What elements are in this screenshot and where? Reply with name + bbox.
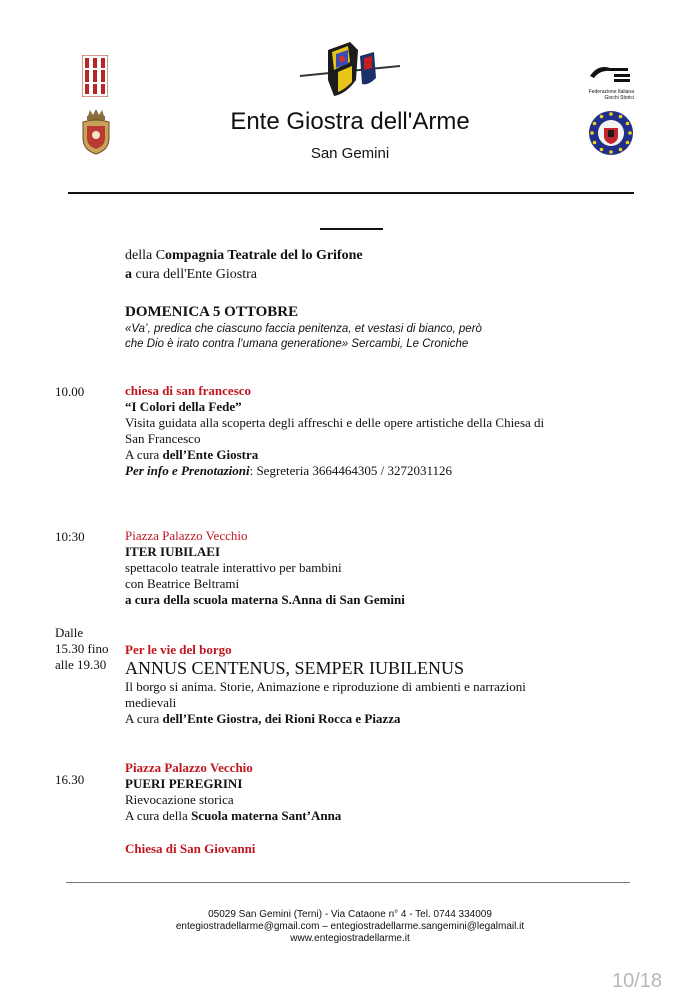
event-place: chiesa di san francesco [125,383,252,398]
event-organizer [125,447,595,463]
day-title: DOMENICA 5 OTTOBRE [125,304,299,320]
event-time: alle 19.30 [55,657,107,672]
event-description: medievali [125,695,177,710]
intro-care-a: a [125,267,132,282]
event-time: 10.00 [55,384,85,399]
event-description: Visita guidata alla scoperta degli affreschi e delle opere artistiche della Chiesa di [125,415,545,430]
event-description: San Francesco [125,431,201,446]
federation-logo-text: Giochi Storici [604,95,634,101]
event-place: Per le vie del borgo [125,642,232,657]
event-organizer-name: dell’Ente Giostra, dei Rioni Rocca e Piazza [162,711,401,726]
event-organizer-prefix: A cura della [125,808,192,823]
event-organizer [125,711,595,727]
event-time: 16.30 [55,772,85,787]
header-divider [68,192,634,194]
intro-care-line [125,266,595,283]
page-counter: 10/18 [612,970,663,992]
event-description: Rievocazione storica [125,792,234,807]
footer-divider [66,882,630,883]
organization-city: San Gemini [310,145,390,162]
event-description: spettacolo teatrale interattivo per bambini [125,560,342,575]
footer-website[interactable]: www.entegiostradellarme.it [290,933,410,944]
booking-info-label: Per info e Prenotazioni [125,463,250,478]
intro-line1-prefix: della C [125,248,166,263]
quote-line-2: che Dio è irato contra l’umana generatione» Sercambi, Le Croniche [125,338,469,350]
event-organizer-prefix: A cura [125,447,163,462]
event-place: Piazza Palazzo Vecchio [125,528,248,543]
intro-company-name: ompagnia Teatrale del lo Grifone [165,248,363,263]
event-organizer [125,808,595,824]
federation-logo [588,62,634,101]
event-description: Il borgo si anima. Storie, Animazione e riproduzione di ambienti e narrazioni [125,679,526,694]
intro-company-line [125,247,595,264]
event-organizer-name: dell’Ente Giostra [162,447,259,462]
footer-emails[interactable]: entegiostradellarme@gmail.com – entegiostradellarme.sangemini@legalmail.it [175,921,525,932]
event-place: Chiesa di San Giovanni [125,841,256,856]
footer-contacts [0,909,700,945]
ente-giostra-emblem-logo [298,40,402,103]
municipal-crest-logo [82,55,108,102]
organization-name: Ente Giostra dell'Arme [230,108,470,135]
event-organizer-prefix: A cura [125,711,163,726]
event-title: ITER IUBILAEI [125,544,221,559]
event-organizer: a cura della scuola materna S.Anna di San Gemini [125,592,405,607]
federation-logo-text: Federazione Italiana [588,89,634,95]
event-organizer-name: Scuola materna Sant’Anna [191,808,342,823]
event-title: ANNUS CENTENUS, SEMPER IUBILENUS [125,658,465,678]
event-place: Piazza Palazzo Vecchio [125,760,253,775]
event-booking-info [125,463,595,479]
footer-address: 05029 San Gemini (Terni) - Via Cataone n° 4 - Tel. 0744 334009 [208,909,492,920]
booking-info-phones: : Segreteria 3664464305 / 3272031126 [249,463,453,478]
event-title: PUERI PEREGRINI [125,776,243,791]
event-time: 15.30 fino [55,641,109,656]
intro-care-rest: cura dell'Ente Giostra [132,267,257,282]
event-time: Dalle [55,625,84,640]
short-divider [320,228,383,230]
quote-line-1: «Va’, predica che ciascuno faccia penitenza, et vestasi di bianco, però [125,323,482,335]
event-time: 10:30 [55,529,85,544]
event-description: con Beatrice Beltrami [125,576,240,591]
event-title: “I Colori della Fede” [125,399,242,414]
